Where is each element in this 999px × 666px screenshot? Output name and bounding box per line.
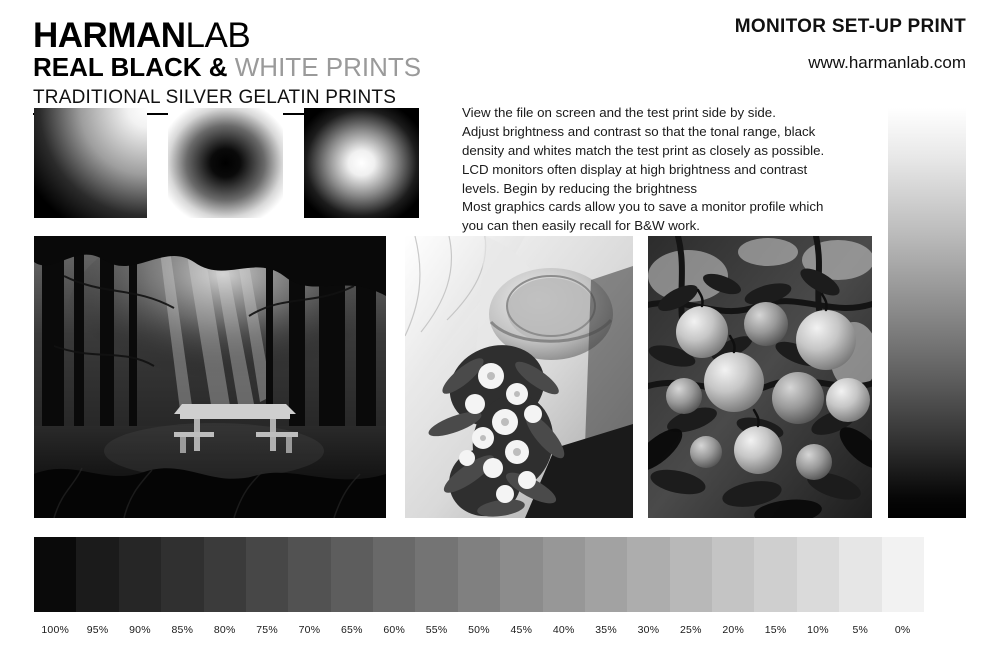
- wedge-label: 70%: [298, 624, 321, 636]
- logo-line-harman-lab: [33, 18, 453, 53]
- logo-line-real-black-white-prints: [33, 54, 453, 81]
- logo-white-prints-text: WHITE PRINTS: [234, 52, 422, 82]
- wedge-swatch: [458, 537, 500, 612]
- corner-gradient-patch: [34, 108, 147, 218]
- harman-lab-logo: [33, 18, 453, 115]
- wedge-label: 5%: [852, 624, 869, 636]
- wedge-label: 20%: [722, 624, 744, 636]
- wedge-swatch: [204, 537, 246, 612]
- wedge-swatch: [585, 537, 627, 612]
- wedge-swatch: [331, 537, 373, 612]
- instruction-line: View the file on screen and the test print side by side.: [462, 105, 776, 120]
- wedge-swatch: [754, 537, 796, 612]
- logo-lab-text: LAB: [185, 16, 251, 55]
- wedge-swatch: [627, 537, 669, 612]
- instruction-line: Adjust brightness and contrast so that the tonal range, black: [462, 123, 816, 139]
- wedge-label: 65%: [341, 624, 363, 636]
- wedge-swatch: [161, 537, 203, 612]
- instruction-line: levels. Begin by reducing the brightness: [462, 180, 698, 196]
- wedge-swatch: [34, 537, 76, 612]
- wedge-swatch: [373, 537, 415, 612]
- wedge-label: 90%: [129, 624, 151, 636]
- wedge-label: 95%: [86, 624, 109, 636]
- wedge-label: 60%: [383, 624, 405, 636]
- dark-center-radial-patch: [168, 108, 283, 218]
- apples-photo-graphic: [648, 236, 872, 518]
- grayscale-step-wedge-labels: [34, 624, 924, 642]
- wedge-swatch: [415, 537, 457, 612]
- header-right-block: [735, 16, 966, 73]
- wedge-swatch: [670, 537, 712, 612]
- wedge-swatch: [839, 537, 881, 612]
- wedge-swatch: [246, 537, 288, 612]
- instruction-line: LCD monitors often display at high brightness and contrast: [462, 161, 808, 177]
- wedge-label: 40%: [552, 624, 575, 636]
- instruction-line: density and whites match the test print as closely as possible.: [462, 142, 825, 158]
- instruction-line: Most graphics cards allow you to save a monitor profile which: [462, 199, 824, 215]
- wedge-label: 0%: [894, 624, 911, 636]
- wedge-label: 15%: [764, 624, 787, 636]
- wedge-swatch: [543, 537, 585, 612]
- wedge-label: 100%: [41, 624, 70, 636]
- forest-picnic-table-photo: [34, 236, 386, 518]
- wedge-label: 30%: [637, 624, 660, 636]
- wedge-label: 85%: [171, 624, 194, 636]
- wedge-swatch: [500, 537, 542, 612]
- wedge-swatch: [712, 537, 754, 612]
- wedding-bouquet-photo: [405, 236, 633, 518]
- wedge-label: 10%: [807, 624, 829, 636]
- wedge-label: 75%: [256, 624, 278, 636]
- instruction-line: you can then easily recall for B&W work.: [462, 218, 700, 234]
- wedge-label: 25%: [680, 624, 702, 636]
- logo-harman-text: HARMAN: [33, 16, 186, 55]
- page-title: MONITOR SET-UP PRINT: [734, 16, 966, 37]
- instructions-block: [462, 104, 862, 236]
- wedge-swatch: [76, 537, 118, 612]
- wedge-label: 50%: [468, 624, 490, 636]
- website-url: www.harmanlab.com: [808, 53, 966, 72]
- wedge-swatch: [119, 537, 161, 612]
- wedge-label: 45%: [510, 624, 533, 636]
- bouquet-photo-graphic: [405, 236, 633, 518]
- vertical-gradient-bar: [888, 108, 966, 518]
- grayscale-step-wedge: [34, 537, 924, 612]
- wedge-label: 55%: [425, 624, 448, 636]
- forest-photo-graphic: [34, 236, 386, 518]
- logo-ampersand-text: &: [201, 52, 235, 82]
- logo-real-black-text: REAL BLACK: [33, 52, 202, 82]
- wedge-swatch: [288, 537, 330, 612]
- wedge-swatch: [882, 537, 924, 612]
- wedge-swatch: [797, 537, 839, 612]
- apple-tree-photo: [648, 236, 872, 518]
- logo-subtitle: TRADITIONAL SILVER GELATIN PRINTS: [33, 87, 397, 109]
- wedge-label: 35%: [595, 624, 617, 636]
- wedge-label: 80%: [213, 624, 236, 636]
- light-center-radial-patch: [304, 108, 419, 218]
